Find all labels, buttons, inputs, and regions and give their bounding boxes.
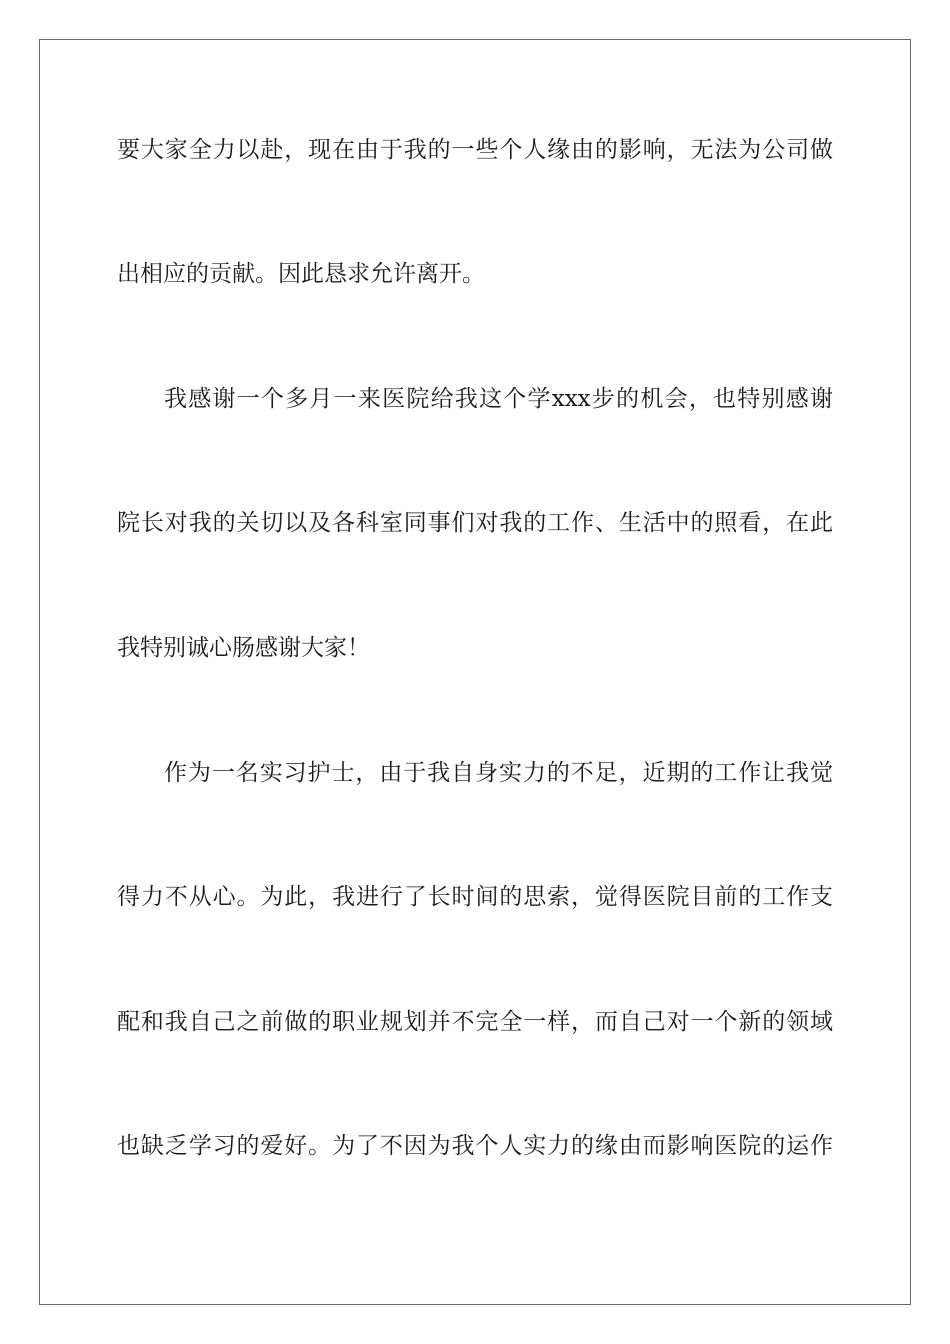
page-border xyxy=(39,39,911,1305)
text-line-3: 我感谢一个多月一来医院给我这个学xxx步的机会，也特别感谢 xyxy=(164,386,833,412)
text-line-9: 也缺乏学习的爱好。为了不因为我个人实力的缘由而影响医院的运作 xyxy=(117,1133,833,1159)
text-line-5: 我特别诚心肠感谢大家！ xyxy=(117,635,370,661)
text-line-1: 要大家全力以赴，现在由于我的一些个人缘由的影响，无法为公司做 xyxy=(117,137,833,163)
text-line-4: 院长对我的关切以及各科室同事们对我的工作、生活中的照看，在此 xyxy=(117,510,833,536)
text-line-2: 出相应的贡献。因此恳求允许离开。 xyxy=(117,261,485,287)
text-line-7: 得力不从心。为此，我进行了长时间的思索，觉得医院目前的工作支 xyxy=(117,884,833,910)
text-line-6: 作为一名实习护士，由于我自身实力的不足，近期的工作让我觉 xyxy=(164,760,833,786)
text-line-8: 配和我自己之前做的职业规划并不完全一样，而自己对一个新的领域 xyxy=(117,1009,833,1035)
